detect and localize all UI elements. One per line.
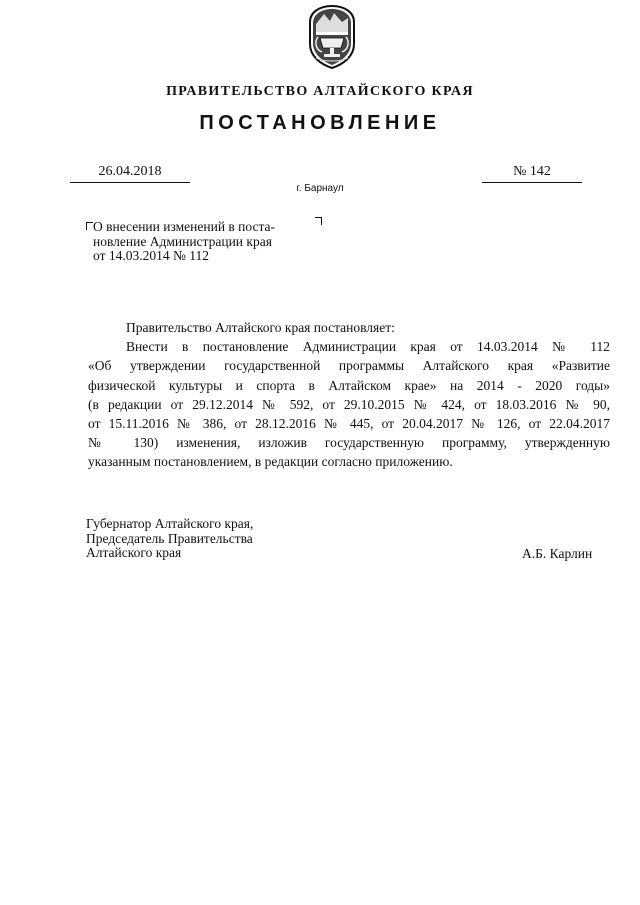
body-line: физической культуры и спорта в Алтайском крае» на 2014 - 2020 годы» bbox=[88, 377, 610, 393]
body-line: «Об утверждении государственной программы Алтайского края «Развитие bbox=[88, 358, 610, 374]
document-number: № 142 bbox=[513, 164, 551, 179]
body-line: указанным постановлением, в редакции согласно приложению. bbox=[88, 454, 453, 470]
subject-bracket-left bbox=[86, 222, 93, 230]
document-subject bbox=[93, 220, 328, 264]
government-title: ПРАВИТЕЛЬСТВО АЛТАЙСКОГО КРАЯ bbox=[166, 84, 474, 99]
body-line: от 15.11.2016 № 386, от 28.12.2016 № 445, от 20.04.2017 № 126, от 22.04.2017 bbox=[88, 416, 610, 432]
subject-line: О внесении изменений в поста- bbox=[93, 219, 276, 234]
signatory-name: А.Б. Карлин bbox=[522, 546, 593, 561]
document-type-title: ПОСТАНОВЛЕНИЕ bbox=[199, 112, 441, 134]
coat-of-arms-icon bbox=[304, 4, 360, 70]
body-line: № 130) изменения, изложив государственную программу, утвержденную bbox=[88, 435, 610, 451]
body-line: Правительство Алтайского края постановляет: bbox=[126, 320, 395, 335]
body-line: (в редакции от 29.12.2014 № 592, от 29.10.2015 № 424, от 18.03.2016 № 90, bbox=[88, 396, 610, 412]
body-line: Внести в постановление Администрации края от 14.03.2014 № 112 bbox=[126, 339, 610, 355]
subject-line: от 14.03.2014 № 112 bbox=[93, 248, 209, 263]
document-date: 26.04.2018 bbox=[98, 164, 162, 179]
position-line: Губернатор Алтайского края, bbox=[86, 516, 254, 531]
signatory-position bbox=[86, 517, 346, 561]
position-line: Председатель Правительства bbox=[86, 530, 253, 546]
position-line: Алтайского края bbox=[86, 545, 182, 560]
subject-line: новление Администрации края bbox=[93, 233, 272, 249]
body-text bbox=[88, 318, 610, 472]
city-label: г. Барнаул bbox=[296, 183, 344, 194]
